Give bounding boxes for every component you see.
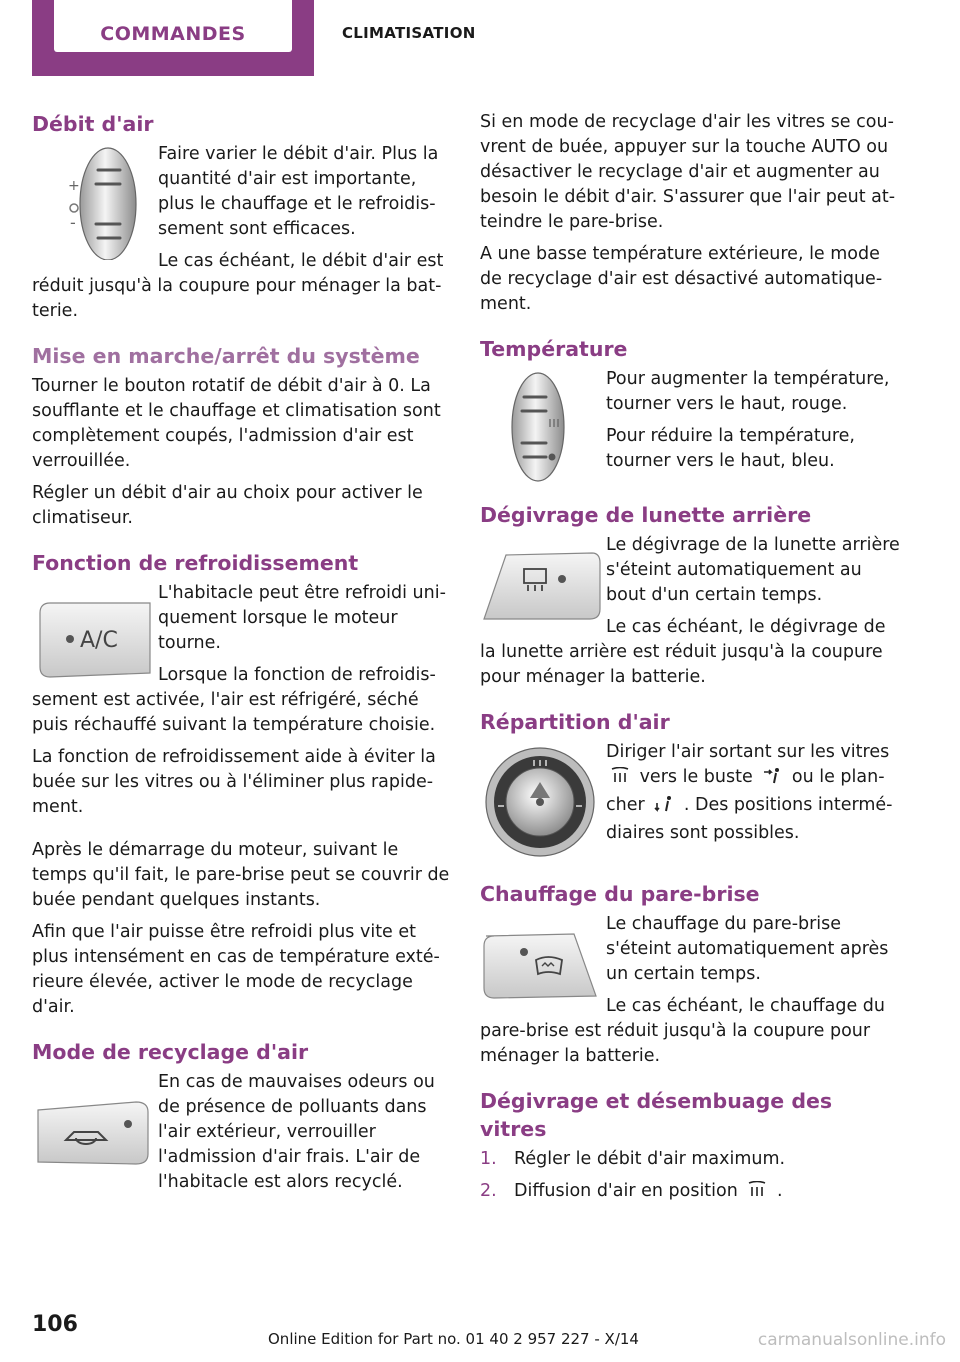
temperature-text-2: Pour réduire la température, tourner vers le haut, bleu. [606,426,855,471]
rear-defrost-button-figure [480,543,604,631]
heading-debit-air: Débit d'air [32,112,154,136]
list-item [480,1179,900,1207]
ac-button-label: A/C [80,628,118,653]
repartition-text-3: ou le plancher [606,767,885,815]
recyclage-suite-text-2: A une basse température extérieure, le mode de recyclage d'air est désactivé automatiquement. [480,244,883,314]
tab-commandes[interactable]: COMMANDES [54,0,292,52]
recirculation-button-figure [32,1084,156,1174]
step-number: 2. [480,1181,497,1201]
debit-air-text-1: Faire varier le débit d'air. Plus la quantité d'air est importante, plus le chauffage et le refroidissement sont efficaces. [158,144,439,239]
repartition-text-1: Diriger l'air sortant sur les vitres [606,742,890,762]
svg-text:-: - [70,213,76,232]
heading-temperature: Température [480,337,628,361]
refroid-text-4: Après le démarrage du moteur, suivant le temps qu'il fait, le pare-brise peut se couvrir de buée pendant quelques instants. [32,840,450,910]
chauffage-text-1: Le chauffage du pare-brise s'éteint automatiquement après un certain temps. [606,914,889,984]
refroid-text-3: La fonction de refroidissement aide à éviter la buée sur les vitres ou à l'éliminer plus rapidement. [32,747,436,817]
floor-vent-icon [654,795,674,821]
section-debit-air [32,110,450,324]
footer-edition: Online Edition for Part no. 01 40 2 957 227 - X/14 [268,1330,639,1348]
marche-arret-text-1: Tourner le bouton rotatif de débit d'air à 0. La soufflante et le chauffage et climatisation sont complètement coupés, l'admission d'air est verrouillée. [32,376,441,471]
degivrage-lunette-text-1: Le dégivrage de la lunette arrière s'éteint automatiquement au bout d'un certain temps. [606,535,900,605]
step-text: Diffusion d'air en position [514,1181,738,1201]
refroid-text-2: Lorsque la fonction de refroidissement est activée, l'air est réfrigéré, séché puis réchauffé suivant la température choisie. [32,665,436,735]
recyclage-text-1: En cas de mauvaises odeurs ou de présence de polluants dans l'air extérieur, verrouiller l'admission d'air frais. L'air de l'habitacle est alors recyclé. [158,1072,435,1192]
tab-climatisation[interactable]: CLIMATISATION [342,24,476,42]
refroid-text-5: Afin que l'air puisse être refroidi plus vite et plus intensément en cas de température extérieure élevée, activer le mode de recyclage d'air. [32,922,440,1017]
upper-body-vent-icon [762,767,782,793]
section-temperature [480,335,900,483]
heading-chauffage: Chauffage du pare-brise [480,882,760,906]
list-item [480,1147,900,1172]
section-refroidissement [32,549,450,1020]
recyclage-suite-text-1: Si en mode de recyclage d'air les vitres se couvrent de buée, appuyer sur la touche AUTO ou désactiver le recyclage d'air et augmenter au besoin le débit d'air. S'assurer que l'air peut atteindre le pare-brise. [480,112,896,232]
watermark: carmanualsonline.info [757,1330,946,1350]
marche-arret-text-2: Régler un débit d'air au choix pour activer le climatiseur. [32,483,423,528]
chauffage-text-2: Le cas échéant, le chauffage du pare-brise est réduit jusqu'à la coupure pour ménager la batterie. [480,996,885,1066]
heading-refroidissement: Fonction de refroidissement [32,551,359,575]
temperature-knob-figure [480,367,604,483]
debit-air-text-2: Le cas échéant, le débit d'air est réduit jusqu'à la coupure pour ménager la batterie. [32,251,444,321]
air-distribution-knob-figure [480,746,604,862]
heading-degivrage-vitres: Dégivrage et désembuage des vitres [480,1089,833,1141]
section-marche-arret [32,342,450,531]
section-repartition [480,708,900,862]
temperature-text-1: Pour augmenter la température, tourner vers le haut, rouge. [606,369,890,414]
airflow-knob-icon [32,142,152,260]
repartition-text-2: vers le buste [639,767,753,787]
degivrage-lunette-text-2: Le cas échéant, le dégivrage de la lunette arrière est réduit jusqu'à la coupure pour ménager la batterie. [480,617,886,687]
windshield-vent-icon [610,767,630,793]
heading-marche-arret: Mise en marche/arrêt du système [32,344,420,368]
temperature-knob-icon [480,367,600,483]
windshield-vent-icon [747,1181,767,1207]
section-degivrage-lunette [480,501,900,690]
ac-button-figure [32,595,156,685]
recirculation-button-icon [32,1084,154,1174]
section-recyclage [32,1038,450,1195]
heading-recyclage: Mode de recyclage d'air [32,1040,309,1064]
repartition-text-4: . Des positions intermédiaires sont possibles. [606,795,893,843]
refroid-text-1: L'habitacle peut être refroidi uniquement lorsque le moteur tourne. [158,583,446,653]
section-degivrage-vitres [480,1087,900,1207]
page-number: 106 [32,1312,78,1337]
step-number: 1. [480,1149,497,1169]
step-text: Régler le débit d'air maximum. [514,1149,786,1169]
degivrage-steps-list [480,1147,900,1207]
step-text-end: . [776,1181,783,1201]
windshield-heat-button-icon [480,922,602,1010]
air-distribution-knob-icon [480,746,602,862]
heading-degivrage-lunette: Dégivrage de lunette arrière [480,503,812,527]
section-recyclage-suite [480,110,900,317]
airflow-knob-figure [32,142,156,260]
windshield-heat-button-figure [480,922,604,1010]
section-chauffage [480,880,900,1069]
heading-repartition: Répartition d'air [480,710,670,734]
right-column [480,110,900,1225]
left-column [32,110,450,1213]
rear-defrost-button-icon [480,543,602,631]
svg-text:+: + [68,178,80,194]
ac-button-icon [32,595,154,685]
